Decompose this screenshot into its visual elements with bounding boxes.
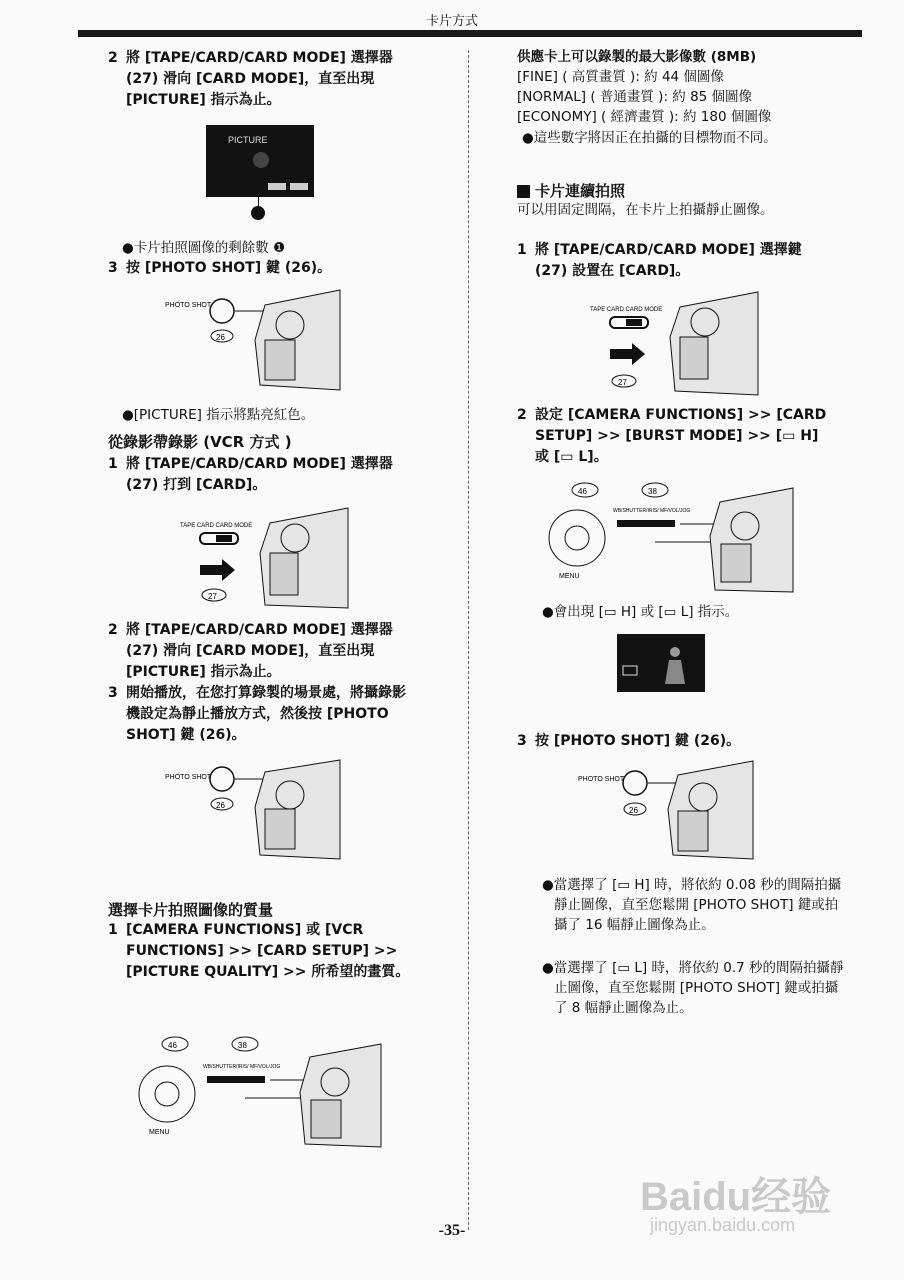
btn-46-label: 46 xyxy=(168,1041,177,1050)
step-3-burst: 3 按 [PHOTO SHOT] 鍵 (26)。 xyxy=(517,733,741,749)
menu-dial-icon xyxy=(549,510,605,566)
photo-shot-button-icon xyxy=(210,299,234,323)
switch-illustration-vcr xyxy=(180,503,350,613)
quality-fine: [FINE] ( 高質畫質 ): 約 44 個圖像 xyxy=(517,69,724,85)
camera-illustration-photo-shot-1 xyxy=(165,285,345,395)
photo-shot-button-icon xyxy=(623,771,647,795)
camera-illustration-photo-shot-3 xyxy=(578,757,756,862)
watermark-brand: Baidu经验 xyxy=(640,1175,832,1219)
note-varies: ●這些數字將因正在拍攝的目標物而不同。 xyxy=(522,130,777,146)
page-number: -35- xyxy=(438,1222,466,1239)
dial-label: WB/SHUTTER/IRIS/ MF/VOL/JOG xyxy=(203,1064,281,1070)
photo-shot-button-icon xyxy=(210,767,234,791)
menu-dial-illustration-2 xyxy=(545,480,795,595)
bullet-burst-low: ●當選擇了 [▭ L] 時，將依約 0.7 秒的間隔拍攝靜止圖像，直至您鬆開 [PHOTO SHOT] 鍵或拍攝了 8 幅靜止圖像為止。 xyxy=(542,960,844,1016)
column-divider xyxy=(468,50,469,1230)
section-marker-icon xyxy=(517,185,530,198)
step-3-vcr: 3 開始播放，在您打算錄製的場景處，將攝錄影機設定為靜止播放方式，然後按 [PHOTO SHOT] 鍵 (26)。 xyxy=(108,685,406,743)
step-2-burst: 2 設定 [CAMERA FUNCTIONS] >> [CARD SETUP] >> [BURST MODE] >> [▭ H] 或 [▭ L]。 xyxy=(517,407,827,465)
svg-text:PHOTO SHOT: PHOTO SHOT xyxy=(165,774,212,781)
svg-text:38: 38 xyxy=(648,487,657,496)
callout-1-icon xyxy=(251,206,265,220)
quality-normal: [NORMAL] ( 普通畫質 ): 約 85 個圖像 xyxy=(517,89,753,105)
switch-label: TAPE CARD CARD MODE xyxy=(180,523,253,529)
step-2-card-mode: 2 將 [TAPE/CARD/CARD MODE] 選擇器 (27) 滑向 [CARD MODE]，直至出現 [PICTURE] 指示為止。 xyxy=(108,50,393,108)
bullet-remaining-count: ●卡片拍照圖像的剩餘數 ❶ xyxy=(122,240,286,256)
step-1-quality: 1 [CAMERA FUNCTIONS] 或 [VCR FUNCTIONS] >> [CARD SETUP] >> [PICTURE QUALITY] >> 所希望的畫質。 xyxy=(108,922,410,980)
section-quality-heading: 選擇卡片拍照圖像的質量 xyxy=(108,901,274,919)
menu-dial-illustration-1 xyxy=(135,1032,383,1150)
jog-wheel-icon xyxy=(207,1076,265,1083)
svg-text:27: 27 xyxy=(618,378,627,387)
svg-text:PHOTO SHOT: PHOTO SHOT xyxy=(578,776,625,783)
menu-label: MENU xyxy=(149,1129,170,1136)
step-1-burst: 1 將 [TAPE/CARD/CARD MODE] 選擇鍵 (27) 設置在 [CARD]。 xyxy=(517,242,802,279)
svg-text:26: 26 xyxy=(216,801,225,810)
max-images-heading: 供應卡上可以錄製的最大影像數 (8MB) xyxy=(517,49,757,65)
menu-dial-icon xyxy=(139,1066,195,1122)
burst-indicator-icon xyxy=(623,666,637,675)
watermark-url: jingyan.baidu.com xyxy=(650,1215,796,1235)
bullet-burst-high: ●當選擇了 [▭ H] 時，將依約 0.08 秒的間隔拍攝靜止圖像，直至您鬆開 [PHOTO SHOT] 鍵或拍攝了 16 幅靜止圖像為止。 xyxy=(542,877,842,933)
camera-illustration-photo-shot-2 xyxy=(165,757,345,862)
svg-text:46: 46 xyxy=(578,487,587,496)
svg-text:26: 26 xyxy=(629,806,638,815)
arrow-right-icon xyxy=(200,559,235,581)
btn-26-label: 26 xyxy=(216,333,225,342)
header-rule xyxy=(78,30,862,37)
svg-text:TAPE CARD CARD MODE: TAPE CARD CARD MODE xyxy=(590,307,663,313)
section-burst-heading: 卡片連續拍照 xyxy=(535,182,626,200)
svg-text:MENU: MENU xyxy=(559,573,580,580)
page-header-title: 卡片方式 xyxy=(425,14,478,29)
step-2-vcr: 2 將 [TAPE/CARD/CARD MODE] 選擇器 (27) 滑向 [CARD MODE]，直至出現 [PICTURE] 指示為止。 xyxy=(108,622,393,680)
btn-27-label: 27 xyxy=(208,592,217,601)
step-1-vcr: 1 將 [TAPE/CARD/CARD MODE] 選擇器 (27) 打到 [CARD]。 xyxy=(108,456,393,493)
arrow-right-icon xyxy=(610,343,645,365)
lcd-picture-label: PICTURE xyxy=(228,135,268,145)
jog-wheel-icon xyxy=(617,520,675,527)
photo-shot-label: PHOTO SHOT xyxy=(165,302,212,309)
svg-text:WB/SHUTTER/IRIS/ MF/VOL/JOG: WB/SHUTTER/IRIS/ MF/VOL/JOG xyxy=(613,508,691,514)
bullet-burst-indicator: ●會出現 [▭ H] 或 [▭ L] 指示。 xyxy=(542,604,739,620)
bullet-indicator-red: ●[PICTURE] 指示將點亮紅色。 xyxy=(122,407,315,423)
lcd-content xyxy=(206,125,314,197)
btn-38-label: 38 xyxy=(238,1041,247,1050)
burst-intro: 可以用固定間隔，在卡片上拍攝靜止圖像。 xyxy=(517,202,774,218)
lcd-preview-picture xyxy=(206,125,314,197)
step-3-photo-shot: 3 按 [PHOTO SHOT] 鍵 (26)。 xyxy=(108,260,332,276)
section-vcr-heading: 從錄影帶錄影 (VCR 方式 ) xyxy=(108,433,292,451)
lcd-preview-burst xyxy=(617,634,705,692)
switch-illustration-burst xyxy=(590,287,760,399)
quality-economy: [ECONOMY] ( 經濟畫質 ): 約 180 個圖像 xyxy=(517,109,772,125)
